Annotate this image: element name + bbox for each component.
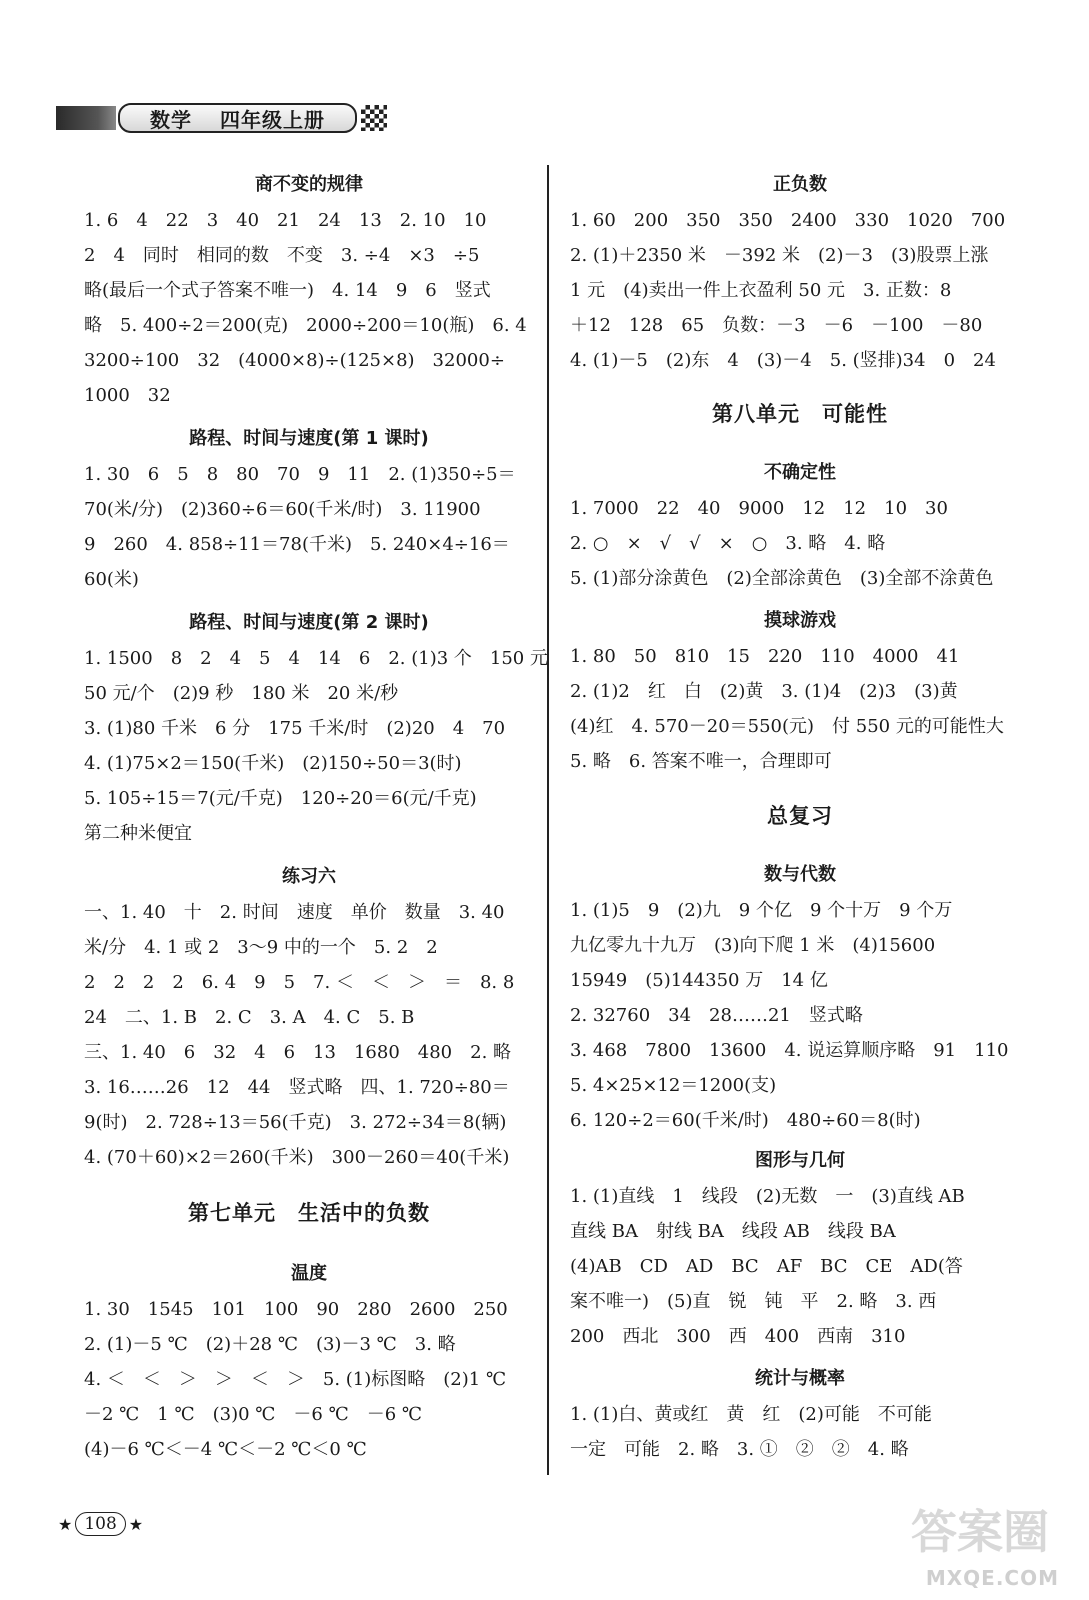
answer-line: 一定 可能 2. 略 3. ① ② ② 4. 略 <box>570 1439 909 1460</box>
answer-line: 2. 32760 34 28……21 竖式略 <box>570 1005 863 1026</box>
unit-title: 第八单元 可能性 <box>712 402 888 426</box>
answer-line: 2 2 2 2 6. 4 9 5 7. ＜ ＜ ＞ ＝ 8. 8 <box>84 972 515 993</box>
header-title <box>118 103 357 133</box>
answer-line: 2. (1)＋2350 米 －392 米 (2)－3 (3)股票上涨 <box>570 245 989 266</box>
answer-line: 2. (1)2 红 白 (2)黄 3. (1)4 (2)3 (3)黄 <box>570 681 958 702</box>
section-title: 商不变的规律 <box>255 174 363 195</box>
section-title: 图形与几何 <box>755 1150 845 1171</box>
unit-title: 第七单元 生活中的负数 <box>188 1201 430 1225</box>
page-footer <box>58 1512 143 1536</box>
section-title: 路程、时间与速度(第 2 课时) <box>189 612 429 633</box>
answer-line: 3. (1)80 千米 6 分 175 千米/时 (2)20 4 70 <box>84 718 506 739</box>
answer-line: 9 260 4. 858÷11＝78(千米) 5. 240×4÷16＝ <box>84 534 510 555</box>
answer-line: 2. (1)－5 ℃ (2)＋28 ℃ (3)－3 ℃ 3. 略 <box>84 1334 456 1355</box>
section-title: 统计与概率 <box>755 1368 845 1389</box>
answer-line: 1. 7000 22 40 9000 12 12 10 30 <box>570 498 948 519</box>
answer-line: 1. 80 50 810 15 220 110 4000 41 <box>570 646 960 667</box>
answer-line: 50 元/个 (2)9 秒 180 米 20 米/秒 <box>84 683 399 704</box>
page-header <box>56 104 387 132</box>
answer-line: 15949 (5)144350 万 14 亿 <box>570 970 828 991</box>
section-title: 不确定性 <box>764 462 836 483</box>
star-icon: ★ <box>128 1514 144 1534</box>
answer-line: (4)－6 ℃＜－4 ℃＜－2 ℃＜0 ℃ <box>84 1439 367 1460</box>
answer-line: 4. (70＋60)×2＝260(千米) 300－260＝40(千米) <box>84 1147 510 1168</box>
answer-line: 1. 1500 8 2 4 5 4 14 6 2. (1)3 个 150 元 <box>84 648 548 669</box>
answer-line: 第二种米便宜 <box>84 823 192 844</box>
answer-line: 4. (1)75×2＝150(千米) (2)150÷50＝3(时) <box>84 753 462 774</box>
answer-line: 4. (1)－5 (2)东 4 (3)－4 5. (竖排)34 0 24 <box>570 350 996 371</box>
section-title: 温度 <box>291 1263 327 1284</box>
answer-line: 1. 30 6 5 8 80 70 9 11 2. (1)350÷5＝ <box>84 464 516 485</box>
answer-line: 60(米) <box>84 569 139 590</box>
answer-line: 米/分 4. 1 或 2 3～9 中的一个 5. 2 2 <box>84 937 438 958</box>
answer-line: 1 元 (4)卖出一件上衣盈利 50 元 3. 正数：8 <box>570 280 952 301</box>
checker-pattern-icon <box>361 105 387 131</box>
watermark-logo: 答案圈 <box>911 1505 1049 1559</box>
answer-line: 5. 略 6. 答案不唯一，合理即可 <box>570 751 832 772</box>
answer-line: －2 ℃ 1 ℃ (3)0 ℃ －6 ℃ －6 ℃ <box>84 1404 423 1425</box>
answer-line: 2 4 同时 相同的数 不变 3. ÷4 ×3 ÷5 <box>84 245 480 266</box>
answer-line: 9(时) 2. 728÷13＝56(千克) 3. 272÷34＝8(辆) <box>84 1112 507 1133</box>
column-divider <box>547 165 549 1475</box>
section-title: 练习六 <box>282 866 336 887</box>
answer-line: 3. 468 7800 13600 4. 说运算顺序略 91 110 <box>570 1040 1009 1061</box>
answer-line: 24 二、1. B 2. C 3. A 4. C 5. B <box>84 1007 415 1028</box>
section-title: 数与代数 <box>764 864 836 885</box>
answer-line: 直线 BA 射线 BA 线段 AB 线段 BA <box>570 1221 896 1242</box>
answer-line: 略(最后一个式子答案不唯一) 4. 14 9 6 竖式 <box>84 280 491 301</box>
answer-line: ＋12 128 65 负数：－3 －6 －100 －80 <box>570 315 983 336</box>
answer-line: 1. (1)直线 1 线段 (2)无数 一 (3)直线 AB <box>570 1186 965 1207</box>
answer-line: 案不唯一) (5)直 锐 钝 平 2. 略 3. 西 <box>570 1291 937 1312</box>
answer-line: 3200÷100 32 (4000×8)÷(125×8) 32000÷ <box>84 350 505 371</box>
answer-line: 2. ○ × √ √ × ○ 3. 略 4. 略 <box>570 533 886 554</box>
answer-line: 1. 6 4 22 3 40 21 24 13 2. 10 10 <box>84 210 487 231</box>
answer-line: 5. 4×25×12＝1200(支) <box>570 1075 777 1096</box>
header-subject: 数学 <box>150 107 192 132</box>
answer-line: (4)红 4. 570－20＝550(元) 付 550 元的可能性大 <box>570 716 1004 737</box>
answer-line: 略 5. 400÷2＝200(克) 2000÷200＝10(瓶) 6. 4 <box>84 315 527 336</box>
answer-line: 5. (1)部分涂黄色 (2)全部涂黄色 (3)全部不涂黄色 <box>570 568 994 589</box>
answer-line: 1. 30 1545 101 100 90 280 2600 250 <box>84 1299 508 1320</box>
page-number: 108 <box>75 1512 125 1536</box>
answer-line: 200 西北 300 西 400 西南 310 <box>570 1326 906 1347</box>
answer-line: 1. 60 200 350 350 2400 330 1020 700 <box>570 210 1006 231</box>
header-dark-bar <box>56 106 116 130</box>
answer-line: 70(米/分) (2)360÷6＝60(千米/时) 3. 11900 <box>84 499 481 520</box>
answer-line: 3. 16……26 12 44 竖式略 四、1. 720÷80＝ <box>84 1077 510 1098</box>
answer-line: 1000 32 <box>84 385 171 406</box>
answer-line: 一、1. 40 十 2. 时间 速度 单价 数量 3. 40 <box>84 902 505 923</box>
answer-line: 4. ＜ ＜ ＞ ＞ ＜ ＞ 5. (1)标图略 (2)1 ℃ <box>84 1369 507 1390</box>
watermark-url: MXQE.COM <box>925 1566 1059 1590</box>
star-icon: ★ <box>58 1514 73 1534</box>
header-grade: 四年级上册 <box>220 107 325 132</box>
answer-line: 1. (1)5 9 (2)九 9 个亿 9 个十万 9 个万 <box>570 900 953 921</box>
section-title: 摸球游戏 <box>764 610 836 631</box>
answer-line: 1. (1)白、黄或红 黄 红 (2)可能 不可能 <box>570 1404 932 1425</box>
answer-line: 三、1. 40 6 32 4 6 13 1680 480 2. 略 <box>84 1042 512 1063</box>
section-title: 路程、时间与速度(第 1 课时) <box>189 428 429 449</box>
answer-line: 九亿零九十九万 (3)向下爬 1 米 (4)15600 <box>570 935 936 956</box>
section-title: 正负数 <box>773 174 827 195</box>
answer-line: (4)AB CD AD BC AF BC CE AD(答 <box>570 1256 963 1277</box>
unit-title: 总复习 <box>767 804 833 828</box>
answer-line: 5. 105÷15＝7(元/千克) 120÷20＝6(元/千克) <box>84 788 477 809</box>
answer-line: 6. 120÷2＝60(千米/时) 480÷60＝8(时) <box>570 1110 921 1131</box>
